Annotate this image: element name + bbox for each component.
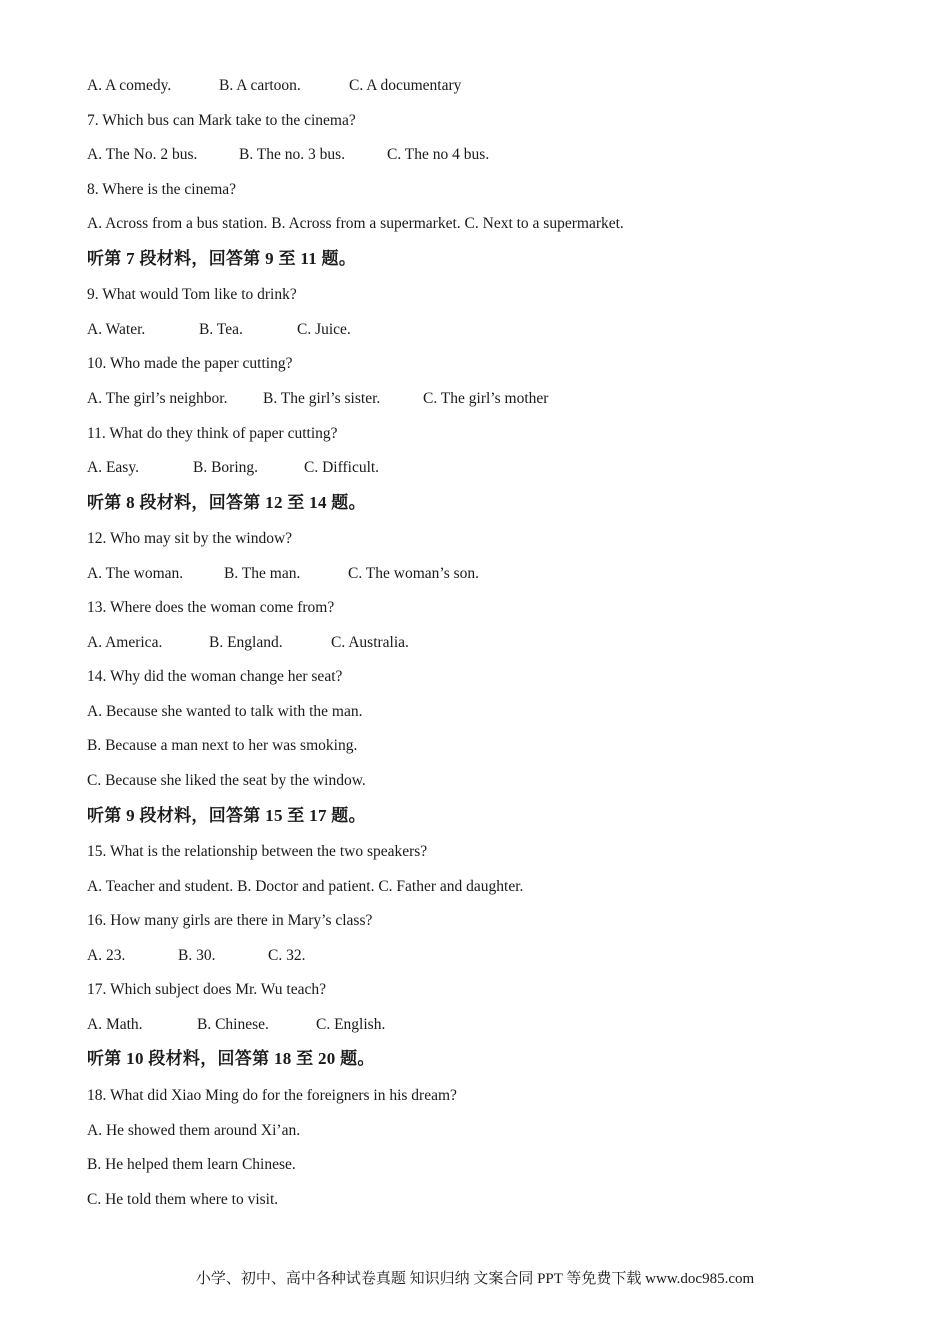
q8-options: A. Across from a bus station. B. Across from a supermarket. C. Next to a supermarket. [87,215,624,232]
q7-question: 7. Which bus can Mark take to the cinema? [87,112,356,129]
q6-option-c: C. A documentary [349,77,462,94]
q15-question: 15. What is the relationship between the two speakers? [87,843,428,860]
q16-option-c: C. 32. [268,947,306,964]
q14-option-b: B. Because a man next to her was smoking. [87,737,358,754]
q18-option-b: B. He helped them learn Chinese. [87,1156,296,1173]
section-10-heading: 听第 10 段材料，回答第 18 至 20 题。 [87,1049,375,1068]
q6-option-b: B. A cartoon. [219,77,301,94]
section-8-heading: 听第 8 段材料，回答第 12 至 14 题。 [87,493,366,512]
q11-question: 11. What do they think of paper cutting? [87,425,338,442]
q9-question: 9. What would Tom like to drink? [87,286,297,303]
q7-option-b: B. The no. 3 bus. [239,146,346,163]
q12-option-a: A. The woman. [87,565,184,582]
q11-option-a: A. Easy. [87,459,139,476]
q11-option-b: B. Boring. [193,459,259,476]
q13-option-c: C. Australia. [331,634,409,651]
q6-option-a: A. A comedy. [87,77,172,94]
q11-option-c: C. Difficult. [304,459,380,476]
q9-option-a: A. Water. [87,321,146,338]
q18-option-a: A. He showed them around Xi’an. [87,1122,301,1139]
q14-question: 14. Why did the woman change her seat? [87,668,343,685]
q17-option-c: C. English. [316,1016,386,1033]
q13-option-b: B. England. [209,634,283,651]
q18-question: 18. What did Xiao Ming do for the foreigners in his dream? [87,1087,457,1104]
q10-option-b: B. The girl’s sister. [263,390,381,407]
q16-option-a: A. 23. [87,947,126,964]
footer-watermark: 小学、初中、高中各种试卷真题 知识归纳 文案合同 PPT 等免费下载 www.doc985.com [195,1271,755,1287]
q7-option-c: C. The no 4 bus. [387,146,490,163]
q12-question: 12. Who may sit by the window? [87,530,293,547]
q13-option-a: A. America. [87,634,163,651]
q7-option-a: A. The No. 2 bus. [87,146,198,163]
q12-option-c: C. The woman’s son. [348,565,480,582]
section-9-heading: 听第 9 段材料，回答第 15 至 17 题。 [87,806,366,825]
q17-option-b: B. Chinese. [197,1016,269,1033]
q12-option-b: B. The man. [224,565,301,582]
q14-option-c: C. Because she liked the seat by the window. [87,772,366,789]
section-7-heading: 听第 7 段材料，回答第 9 至 11 题。 [87,249,357,268]
q9-option-b: B. Tea. [199,321,243,338]
q18-option-c: C. He told them where to visit. [87,1191,279,1208]
q17-option-a: A. Math. [87,1016,143,1033]
q8-question: 8. Where is the cinema? [87,181,237,198]
q10-question: 10. Who made the paper cutting? [87,355,293,372]
q16-question: 16. How many girls are there in Mary’s class? [87,912,373,929]
q16-option-b: B. 30. [178,947,216,964]
q14-option-a: A. Because she wanted to talk with the man. [87,703,363,720]
q9-option-c: C. Juice. [297,321,351,338]
q13-question: 13. Where does the woman come from? [87,599,335,616]
q15-options: A. Teacher and student. B. Doctor and patient. C. Father and daughter. [87,878,524,895]
q17-question: 17. Which subject does Mr. Wu teach? [87,981,326,998]
q10-option-c: C. The girl’s mother [423,390,549,407]
q10-option-a: A. The girl’s neighbor. [87,390,228,407]
